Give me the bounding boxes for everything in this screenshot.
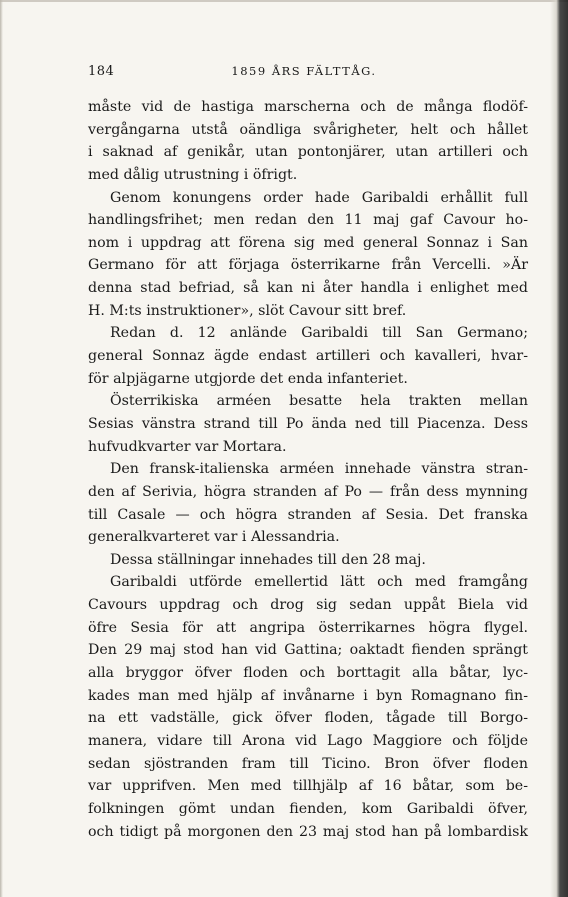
- text-line: handlingsfrihet; men redan den 11 maj gaf Cavour ho-: [88, 212, 528, 229]
- page-left-edge: [0, 0, 3, 897]
- text-line: var upprifven. Men med tillhjälp af 16 båtar, som be-: [88, 778, 528, 795]
- text-line: öfre Sesia för att angripa österrikarnes högra flygel.: [88, 619, 528, 636]
- text-line: till Casale — och högra stranden af Sesia. Det franska: [88, 506, 528, 523]
- text-line: kades man med hjälp af invånarne i byn Romagnano fin-: [88, 687, 528, 704]
- text-line: sedan sjöstranden fram till Ticino. Bron öfver floden: [88, 755, 528, 772]
- text-line: Dessa ställningar innehades till den 28 maj.: [110, 551, 426, 568]
- text-line: folkningen gömt undan fienden, kom Garibaldi öfver,: [88, 800, 528, 817]
- book-binding-shadow: [550, 0, 568, 897]
- text-line: Den fransk-italienska arméen innehade vänstra stran-: [110, 461, 528, 478]
- text-line: denna stad befriad, så kan ni åter handla i enlighet med: [88, 280, 528, 297]
- text-line: Genom konungens order hade Garibaldi erhållit full: [110, 189, 528, 206]
- text-line: vergångarna utstå oändliga svårigheter, helt och hållet: [88, 121, 528, 138]
- text-line: na ett vadställe, gick öfver floden, tågade till Borgo-: [88, 710, 528, 727]
- text-line: med dålig utrustning i öfrigt.: [88, 166, 298, 183]
- text-line: H. M:ts instruktioner», slöt Cavour sitt bref.: [88, 302, 407, 319]
- text-line: general Sonnaz ägde endast artilleri och kavalleri, hvar-: [88, 348, 528, 365]
- text-line: i saknad af genikår, utan pontonjärer, utan artilleri och: [88, 144, 528, 161]
- text-line: Den 29 maj stod han vid Gattina; oaktadt fienden sprängt: [88, 642, 528, 659]
- text-line: Redan d. 12 anlände Garibaldi till San Germano;: [110, 325, 528, 342]
- page-header: [88, 64, 520, 84]
- text-line: manera, vidare till Arona vid Lago Maggiore och följde: [88, 732, 528, 749]
- text-line: Sesias vänstra strand till Po ända ned till Piacenza. Dess: [88, 415, 528, 432]
- text-line: Österrikiska arméen besatte hela trakten mellan: [110, 393, 528, 410]
- text-line: Cavours uppdrag och drog sig sedan uppåt Biela vid: [88, 597, 528, 614]
- text-line: och tidigt på morgonen den 23 maj stod han på lombardisk: [88, 823, 528, 840]
- text-line: måste vid de hastiga marscherna och de många flodöf-: [88, 99, 528, 115]
- text-line: hufvudkvarter var Mortara.: [88, 438, 287, 455]
- text-line: nom i uppdrag att förena sig med general Sonnaz i San: [88, 234, 528, 251]
- text-line: generalkvarteret var i Alessandria.: [88, 529, 340, 546]
- text-line: Germano för att förjaga österrikarne från Vercelli. »Är: [88, 257, 528, 274]
- text-line: den af Serivia, högra stranden af Po — från dess mynning: [88, 483, 528, 500]
- page-number: 184: [88, 64, 115, 79]
- text-line: alla bryggor öfver floden och borttagit alla båtar, lyc-: [88, 665, 528, 682]
- running-head: 1859 ÅRS FÄLTTÅG.: [231, 64, 377, 78]
- page-top-edge: [0, 0, 568, 2]
- body-text: [88, 96, 528, 843]
- text-line: för alpjägarne utgjorde det enda infanteriet.: [88, 370, 408, 387]
- text-line: Garibaldi utförde emellertid lätt och med framgång: [110, 574, 528, 591]
